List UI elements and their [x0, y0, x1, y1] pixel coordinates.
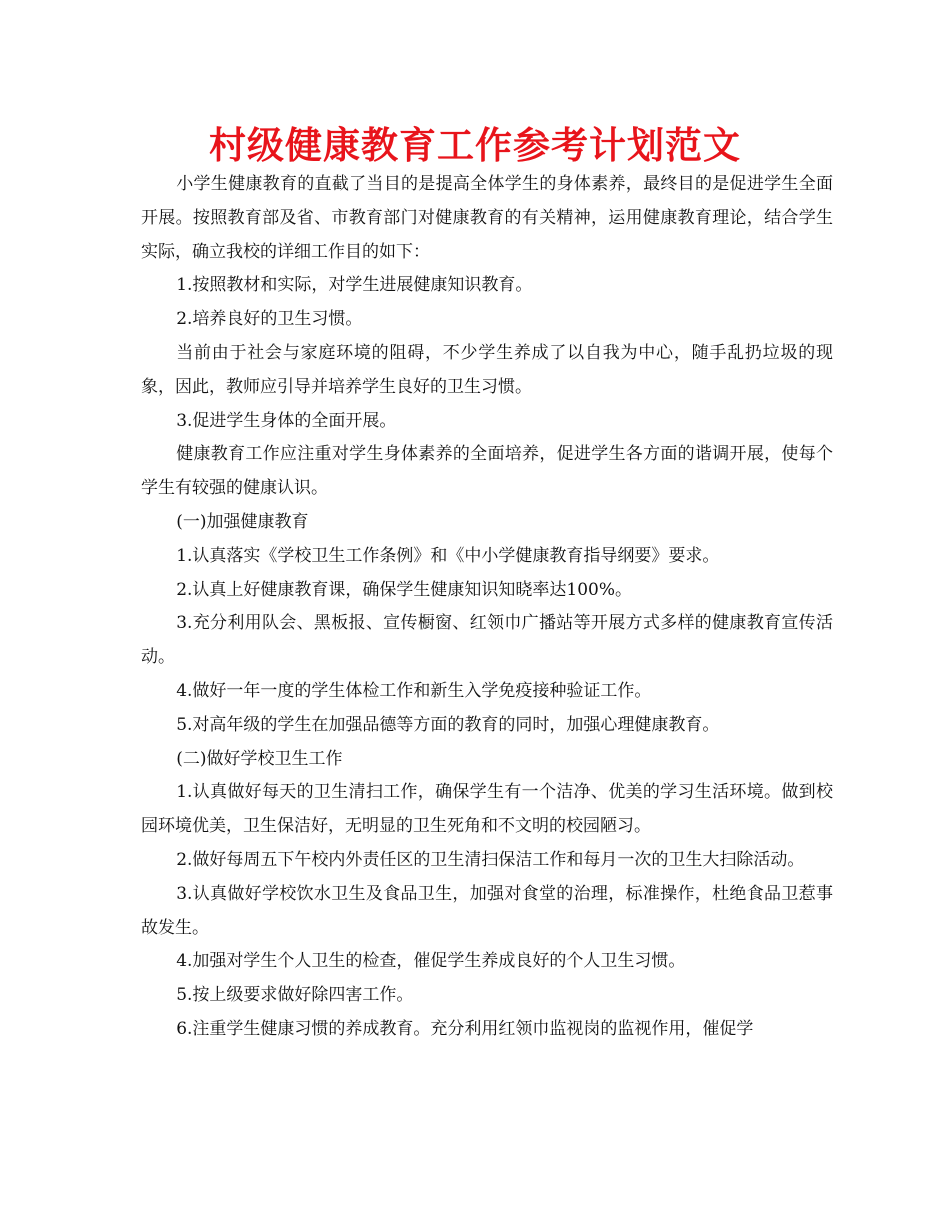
paragraph-item-2-4: 4.加强对学生个人卫生的检查，催促学生养成良好的个人卫生习惯。 [176, 951, 686, 972]
section-heading-1: (一)加强健康教育 [176, 511, 309, 532]
paragraph-item-2-1: 1.认真做好每天的卫生清扫工作，确保学生有一个洁净、优美的学习生活环境。做到校园环境优美，卫生保洁好，无明显的卫生死角和不文明的校园陋习。 [141, 782, 833, 837]
paragraph-goal-2: 2.培养良好的卫生习惯。 [176, 309, 363, 330]
section-heading-2: (二)做好学校卫生工作 [176, 748, 343, 769]
document-body [141, 168, 833, 1047]
document-title: 村级健康教育工作参考计划范文 [209, 124, 741, 167]
paragraph-goal-2-detail: 当前由于社会与家庭环境的阻碍，不少学生养成了以自我为中心，随手乱扔垃圾的现象，因此，教师应引导并培养学生良好的卫生习惯。 [141, 342, 833, 397]
paragraph-intro: 小学生健康教育的直截了当目的是提高全体学生的身体素养，最终目的是促进学生全面开展。按照教育部及省、市教育部门对健康教育的有关精神，运用健康教育理论，结合学生实际，确立我校的详细工作目的如下： [141, 174, 833, 262]
paragraph-goal-3-detail: 健康教育工作应注重对学生身体素养的全面培养，促进学生各方面的谐调开展，使每个学生有较强的健康认识。 [141, 444, 833, 499]
paragraph-goal-3: 3.促进学生身体的全面开展。 [176, 410, 397, 431]
paragraph-item-1-4: 4.做好一年一度的学生体检工作和新生入学免疫接种验证工作。 [176, 680, 652, 701]
paragraph-item-2-3: 3.认真做好学校饮水卫生及食品卫生，加强对食堂的治理，标准操作，杜绝食品卫惹事故发生。 [141, 883, 833, 938]
paragraph-item-1-1: 1.认真落实《学校卫生工作条例》和《中小学健康教育指导纲要》要求。 [176, 545, 720, 566]
paragraph-item-1-5: 5.对高年级的学生在加强品德等方面的教育的同时，加强心理健康教育。 [176, 714, 720, 735]
paragraph-item-2-2: 2.做好每周五下午校内外责任区的卫生清扫保洁工作和每月一次的卫生大扫除活动。 [176, 849, 805, 870]
paragraph-goal-1: 1.按照教材和实际，对学生进展健康知识教育。 [176, 275, 533, 296]
paragraph-item-2-6: 6.注重学生健康习惯的养成教育。充分利用红领巾监视岗的监视作用，催促学 [176, 1018, 754, 1039]
paragraph-item-1-2: 2.认真上好健康教育课，确保学生健康知识知晓率达100%。 [176, 579, 633, 600]
paragraph-item-1-3: 3.充分利用队会、黑板报、宣传橱窗、红领巾广播站等开展方式多样的健康教育宣传活动。 [141, 613, 833, 668]
paragraph-item-2-5: 5.按上级要求做好除四害工作。 [176, 985, 414, 1006]
